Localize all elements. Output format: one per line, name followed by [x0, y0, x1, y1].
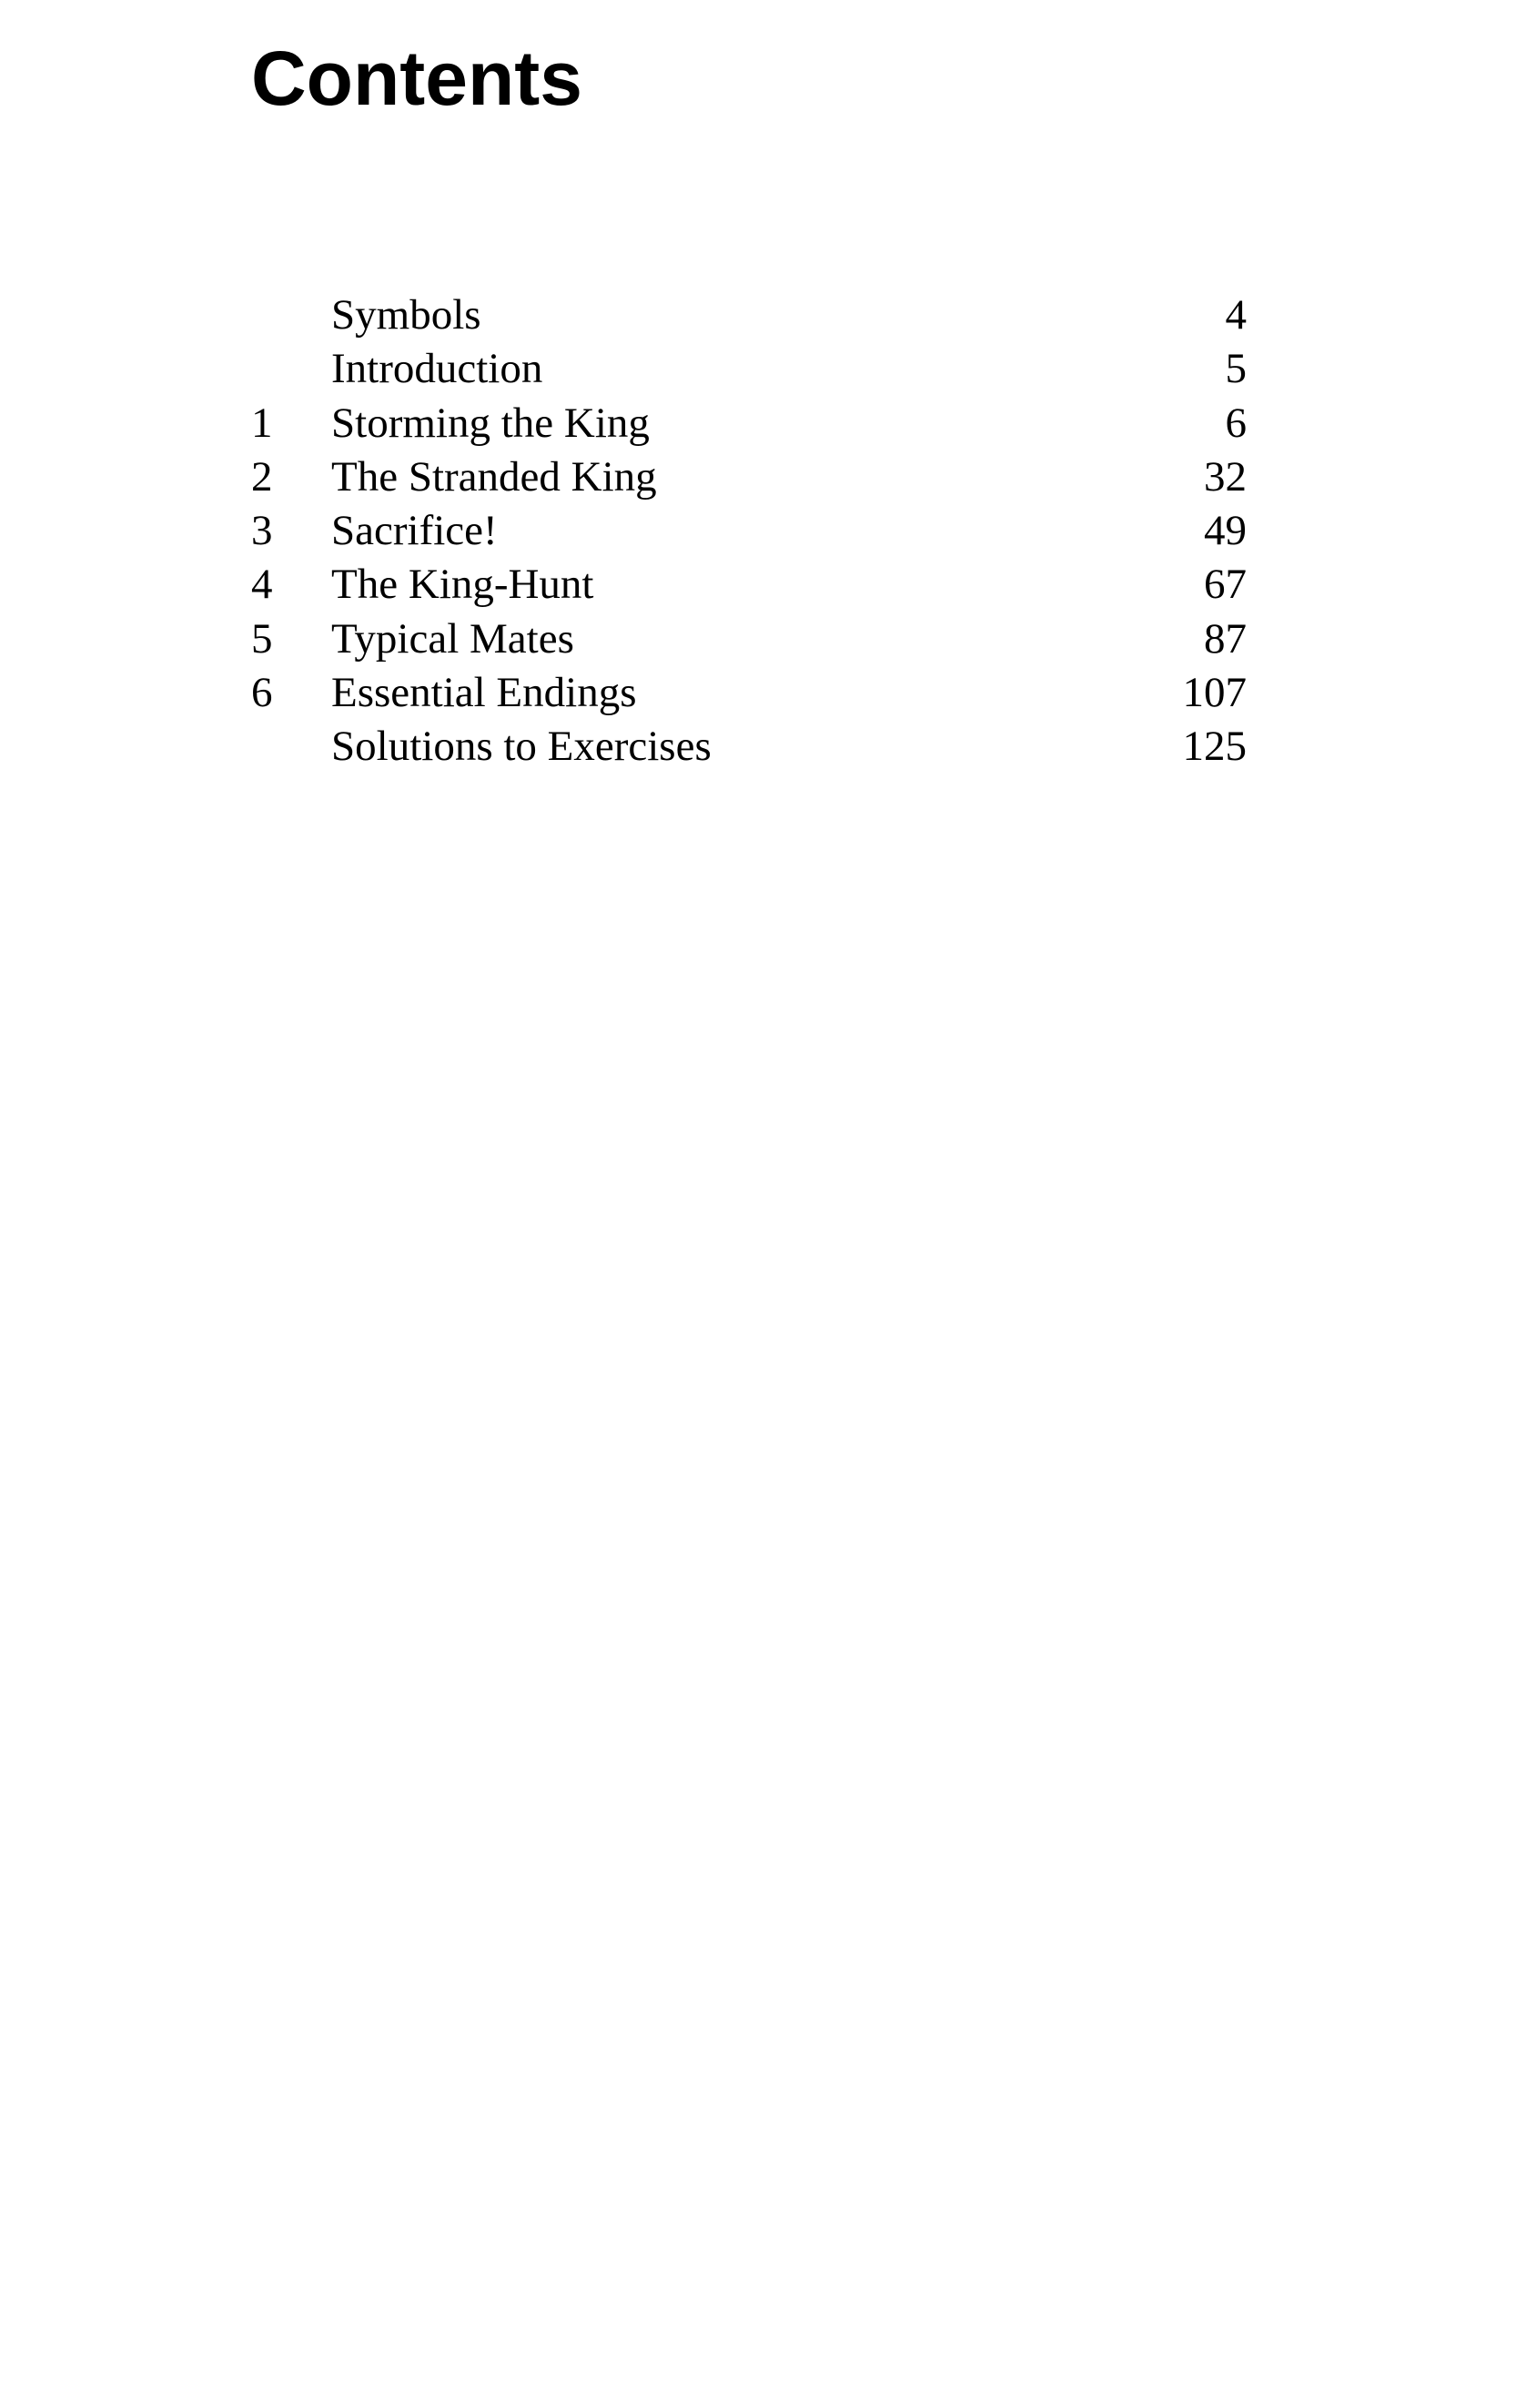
toc-entry-number: 4 — [251, 561, 273, 609]
toc-entry-page: 4 — [1225, 291, 1247, 339]
toc-entry-solutions[interactable] — [251, 720, 1247, 774]
toc-entry-title: The Stranded King — [331, 452, 657, 501]
table-of-contents — [251, 288, 1247, 774]
toc-entry-number: 5 — [251, 614, 273, 663]
toc-entry-page: 107 — [1182, 669, 1247, 717]
toc-entry-title: Typical Mates — [331, 614, 574, 663]
toc-entry-number: 1 — [251, 399, 273, 447]
toc-entry-page: 5 — [1225, 345, 1247, 393]
toc-entry-page: 125 — [1182, 723, 1247, 771]
toc-entry-chapter-2[interactable] — [251, 450, 1247, 504]
toc-entry-number: 3 — [251, 507, 273, 555]
toc-entry-chapter-6[interactable] — [251, 666, 1247, 720]
toc-entry-title: Introduction — [331, 345, 543, 393]
toc-entry-chapter-3[interactable] — [251, 504, 1247, 558]
toc-entry-title: The King-Hunt — [331, 561, 594, 609]
toc-entry-number: 6 — [251, 669, 273, 717]
toc-entry-chapter-5[interactable] — [251, 612, 1247, 666]
toc-entry-chapter-1[interactable] — [251, 397, 1247, 450]
toc-entry-page: 6 — [1225, 399, 1247, 447]
page-title: Contents — [251, 35, 582, 121]
toc-entry-title: Solutions to Exercises — [331, 723, 712, 771]
toc-entry-page: 49 — [1204, 507, 1247, 555]
toc-entry-page: 32 — [1204, 452, 1247, 501]
toc-entry-page: 87 — [1204, 614, 1247, 663]
toc-entry-number: 2 — [251, 452, 273, 501]
toc-entry-chapter-4[interactable] — [251, 558, 1247, 612]
toc-entry-title: Essential Endings — [331, 669, 637, 717]
toc-entry-title: Symbols — [331, 291, 481, 339]
toc-entry-title: Sacrifice! — [331, 507, 498, 555]
toc-entry-introduction[interactable] — [251, 342, 1247, 396]
toc-entry-symbols[interactable] — [251, 288, 1247, 342]
toc-entry-page: 67 — [1204, 561, 1247, 609]
toc-entry-title: Storming the King — [331, 399, 650, 447]
